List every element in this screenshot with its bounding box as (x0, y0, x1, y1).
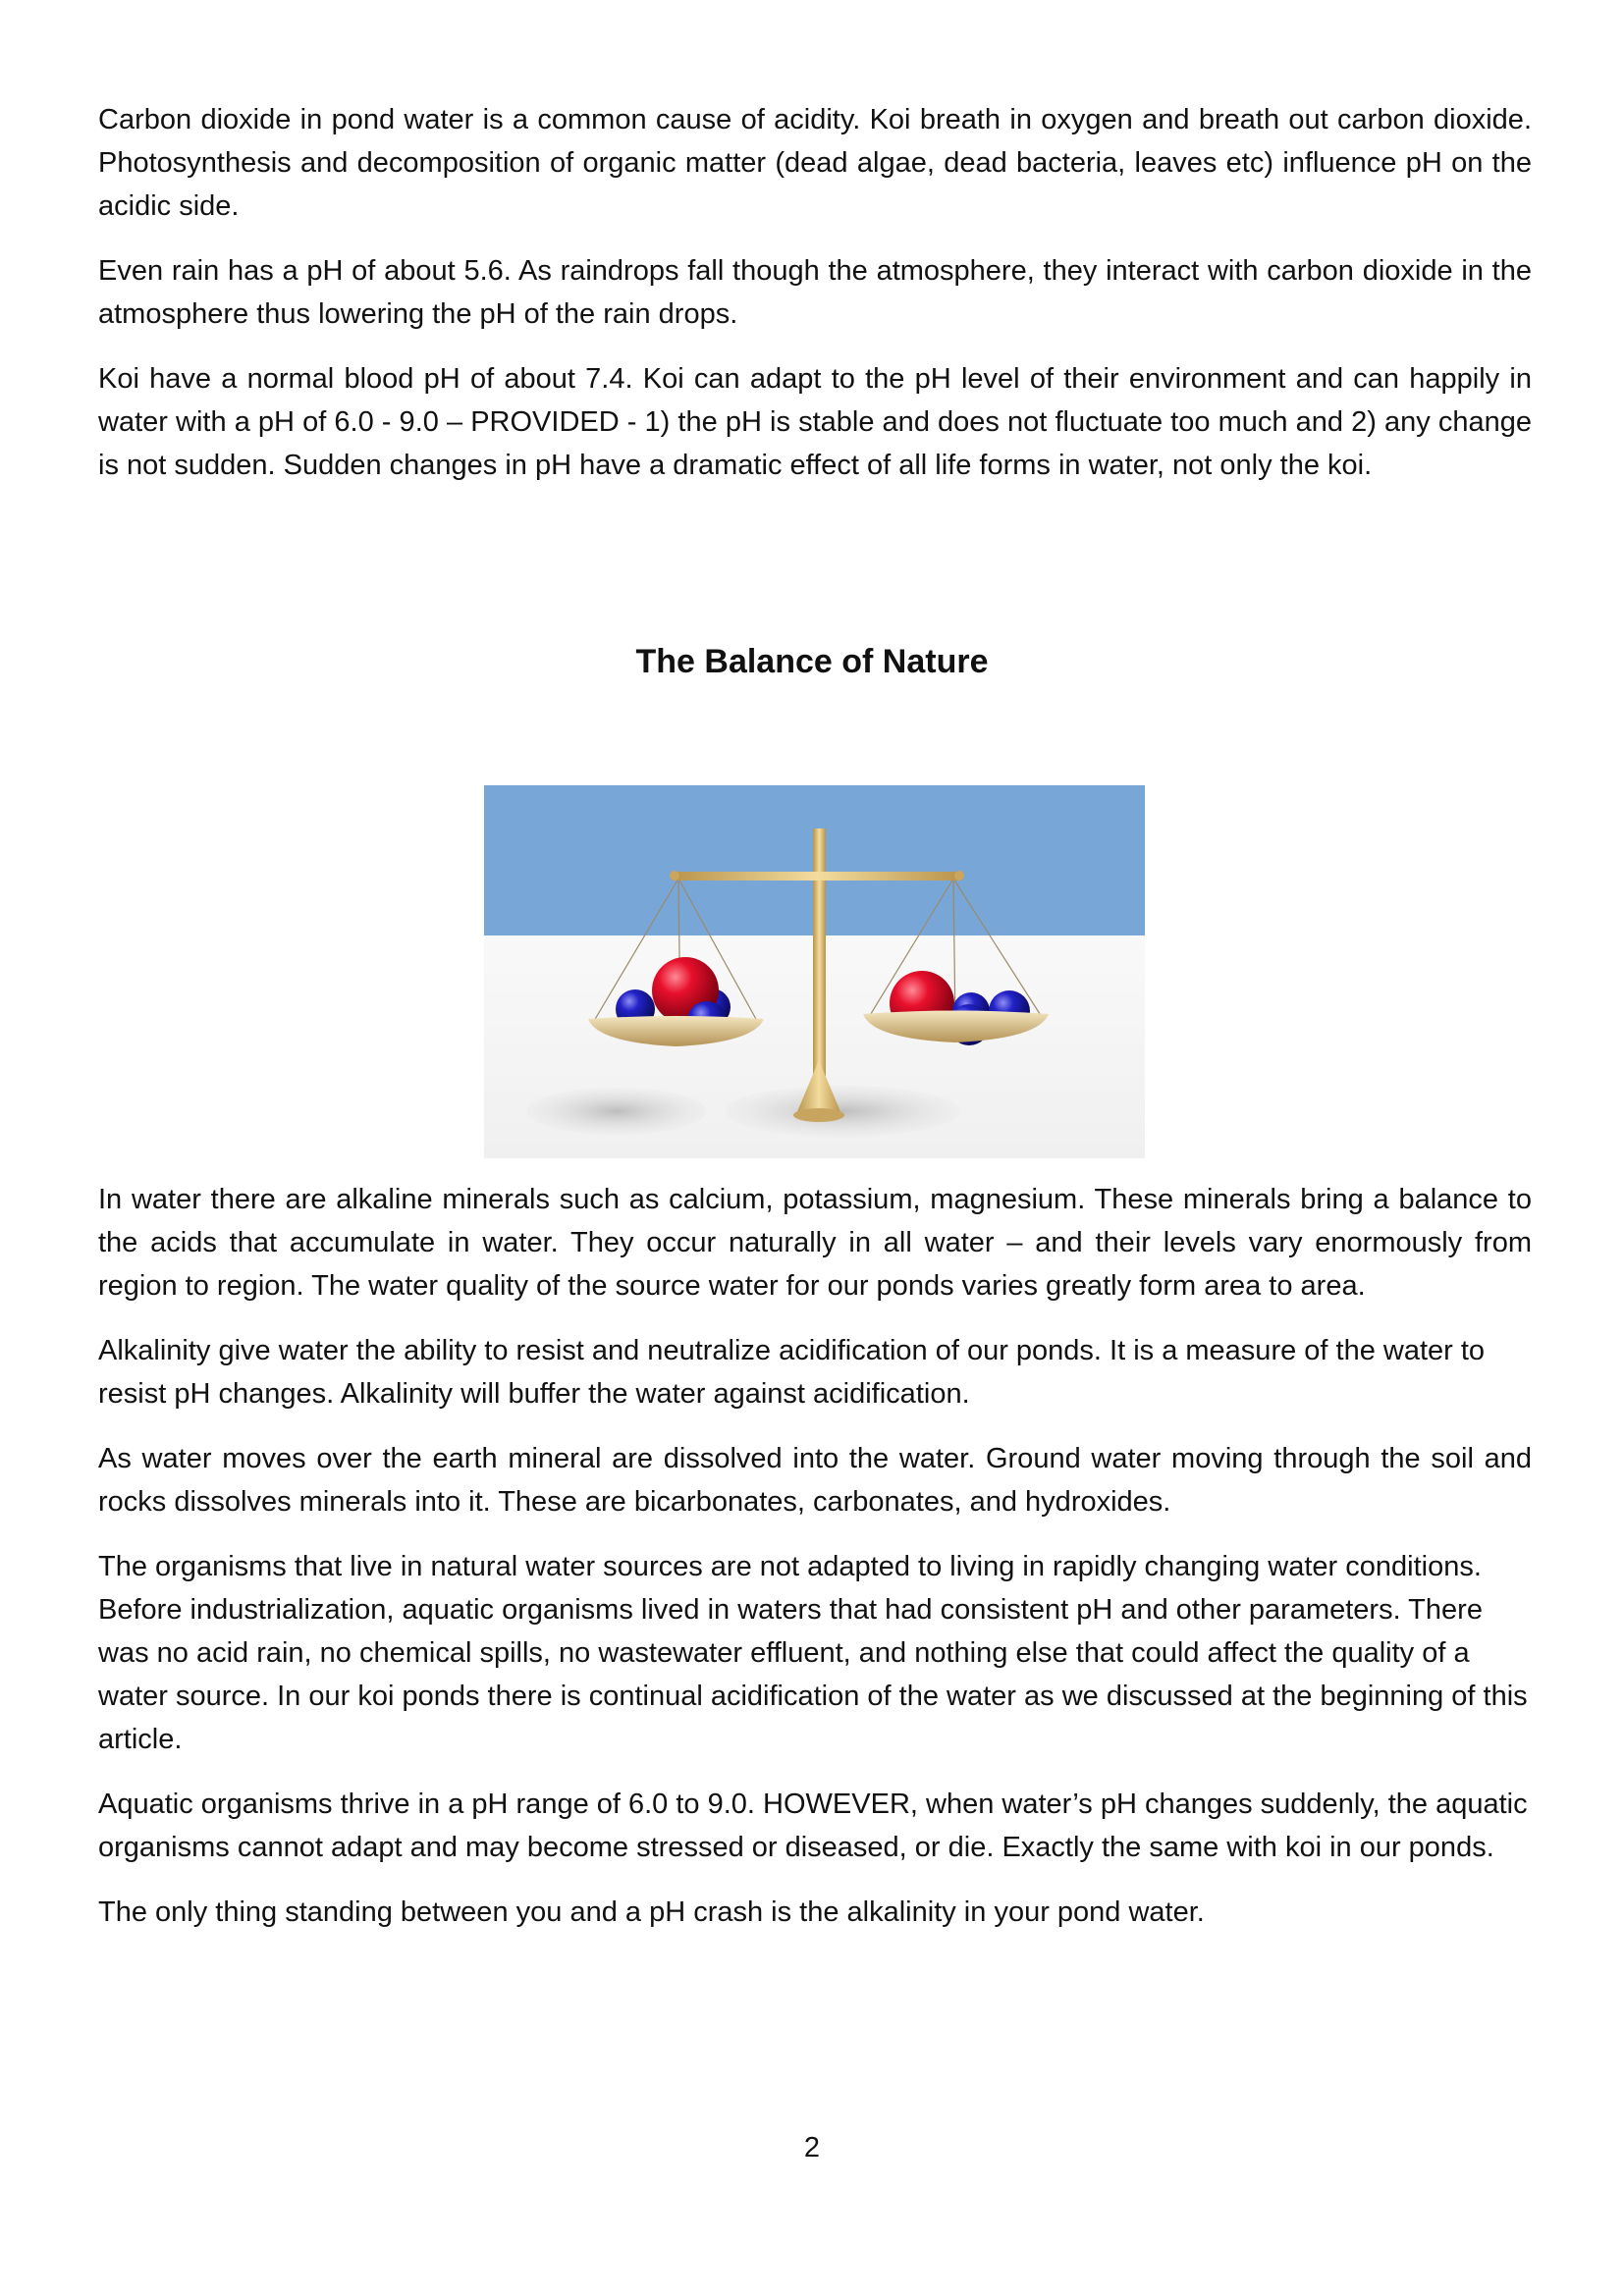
section-heading: The Balance of Nature (635, 643, 989, 680)
paragraph-rain-ph: Even rain has a pH of about 5.6. As raindrops fall though the atmosphere, they interact with carbon dioxide in the atmosphere thus lowering the pH of the rain drops. (98, 255, 1532, 330)
paragraph-aquatic-organisms: The organisms that live in natural water sources are not adapted to living in rapidly changing water conditions. Before industrialization, aquatic organisms lived in waters that had consistent pH and other parameters. There was no acid rain, no chemical spills, no wastewater effluent, and nothing else that could affect the quality of a water source. In our koi ponds there is continual acidification of the water as we discussed at the beginning of this article. (98, 1551, 1528, 1755)
balance-section (98, 1178, 1532, 1934)
scale-beam (671, 872, 963, 881)
scale-base-foot (793, 1108, 844, 1122)
beam-end-right (954, 871, 964, 881)
paragraph-minerals-dissolved: As water moves over the earth mineral are dissolved into the water. Ground water moving through the soil and rocks dissolves minerals into it. These are bicarbonates, carbonates, and hydroxides. (98, 1443, 1532, 1518)
scale-pole (813, 828, 826, 1094)
balance-scale-icon (484, 785, 1145, 1158)
intro-section (98, 98, 1532, 487)
paragraph-koi-blood-ph: Koi have a normal blood pH of about 7.4. Koi can adapt to the pH level of their environment and can happily in water with a pH of 6.0 - 9.0 – PROVIDED - 1) the pH is stable and does not fluctuate too much and 2) any change is not sudden. Sudden changes in pH have a dramatic effect of all life forms in water, not only the koi. (98, 363, 1532, 481)
beam-end-left (670, 871, 679, 881)
right-pan-shadow (725, 1086, 960, 1137)
left-pan-shadow (526, 1088, 707, 1135)
balance-scale-figure (484, 785, 1145, 1158)
paragraph-carbon-dioxide: Carbon dioxide in pond water is a common cause of acidity. Koi breath in oxygen and breath out carbon dioxide. Photosynthesis and decomposition of organic matter (dead algae, dead bacteria, leaves etc) influence pH on the acidic side. (98, 104, 1532, 222)
paragraph-alkalinity-definition: Alkalinity give water the ability to resist and neutralize acidification of our ponds. It is a measure of the water to resist pH changes. Alkalinity will buffer the water against acidification. (98, 1335, 1486, 1410)
paragraph-alkaline-minerals: In water there are alkaline minerals such as calcium, potassium, magnesium. These minerals bring a balance to the acids that accumulate in water. They occur naturally in all water – and their levels vary enormously from region to region. The water quality of the source water for our ponds varies greatly form area to area. (98, 1184, 1532, 1302)
page-number: 2 (803, 2132, 821, 2163)
paragraph-ph-crash: The only thing standing between you and a pH crash is the alkalinity in your pond water. (98, 1896, 1205, 1928)
paragraph-ph-range: Aquatic organisms thrive in a pH range of 6.0 to 9.0. HOWEVER, when water’s pH changes suddenly, the aquatic organisms cannot adapt and may become stressed or diseased, or die. Exactly the same with koi in our ponds. (98, 1789, 1528, 1863)
